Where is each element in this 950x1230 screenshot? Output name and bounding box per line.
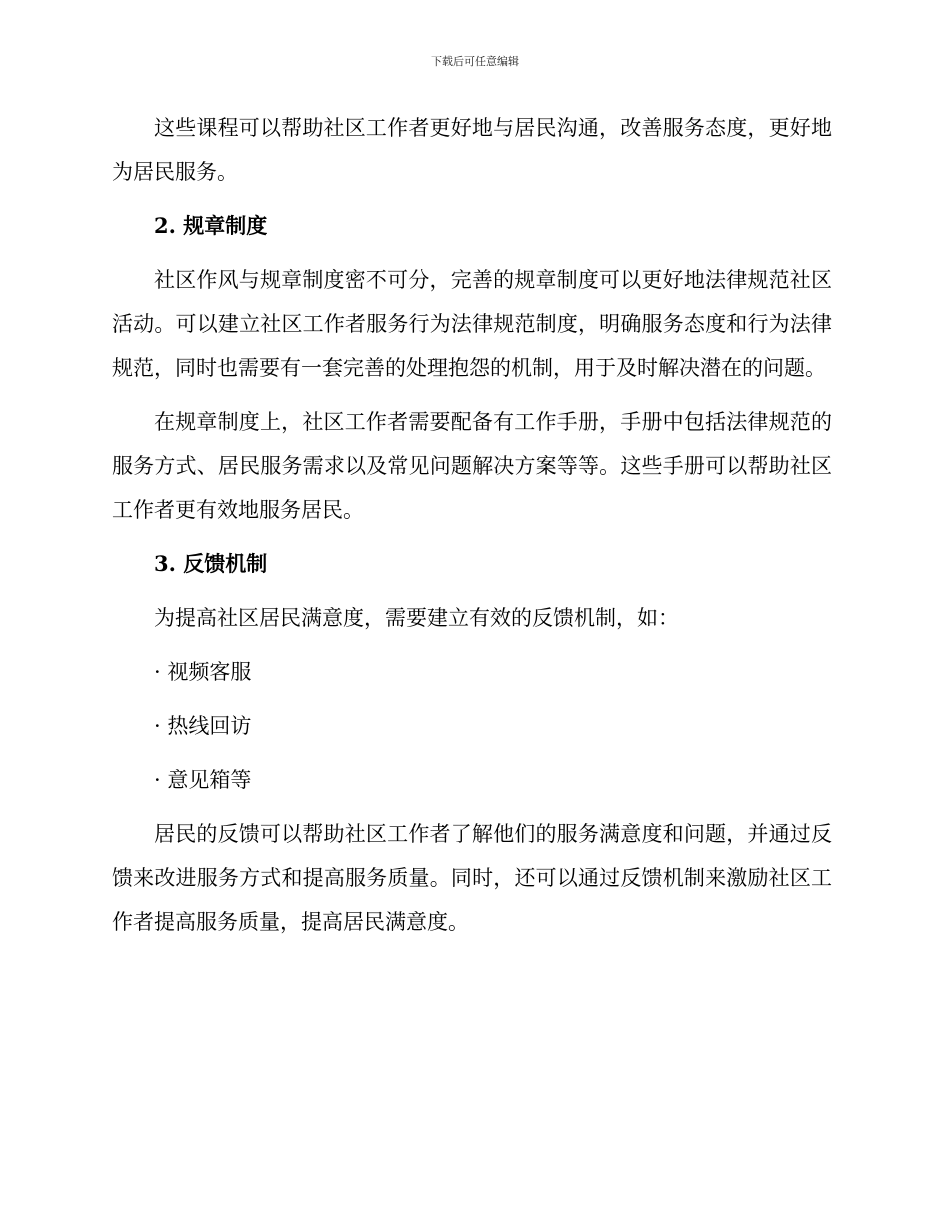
paragraph-courses: 这些课程可以帮助社区工作者更好地与居民沟通，改善服务态度，更好地为居民服务。 — [112, 116, 832, 184]
paragraph-feedback-intro: 为提高社区居民满意度，需要建立有效的反馈机制，如： — [154, 606, 679, 630]
list-item-hotline-callback: · 热线回访 — [154, 714, 252, 738]
section-heading-regulations: 2. 规章制度 — [154, 213, 268, 238]
list-item-video-service: · 视频客服 — [154, 660, 252, 684]
paragraph-handbook: 在规章制度上，社区工作者需要配备有工作手册，手册中包括法律规范的服务方式、居民服务需求以及常见问题解决方案等等。这些手册可以帮助社区工作者更有效地服务居民。 — [112, 410, 832, 522]
section-heading-feedback: 3. 反馈机制 — [154, 551, 268, 576]
paragraph-regulations: 社区作风与规章制度密不可分，完善的规章制度可以更好地法律规范社区活动。可以建立社区工作者服务行为法律规范制度，明确服务态度和行为法律规范，同时也需要有一套完善的处理抱怨的机制，用于及时解决潜在的问题。 — [112, 268, 832, 380]
paragraph-feedback-benefits: 居民的反馈可以帮助社区工作者了解他们的服务满意度和问题，并通过反馈来改进服务方式和提高服务质量。同时，还可以通过反馈机制来激励社区工作者提高服务质量，提高居民满意度。 — [112, 822, 832, 934]
list-item-suggestion-box: · 意见箱等 — [154, 768, 252, 792]
document-body — [112, 106, 832, 944]
page-header: 下载后可任意编辑 — [431, 55, 519, 68]
